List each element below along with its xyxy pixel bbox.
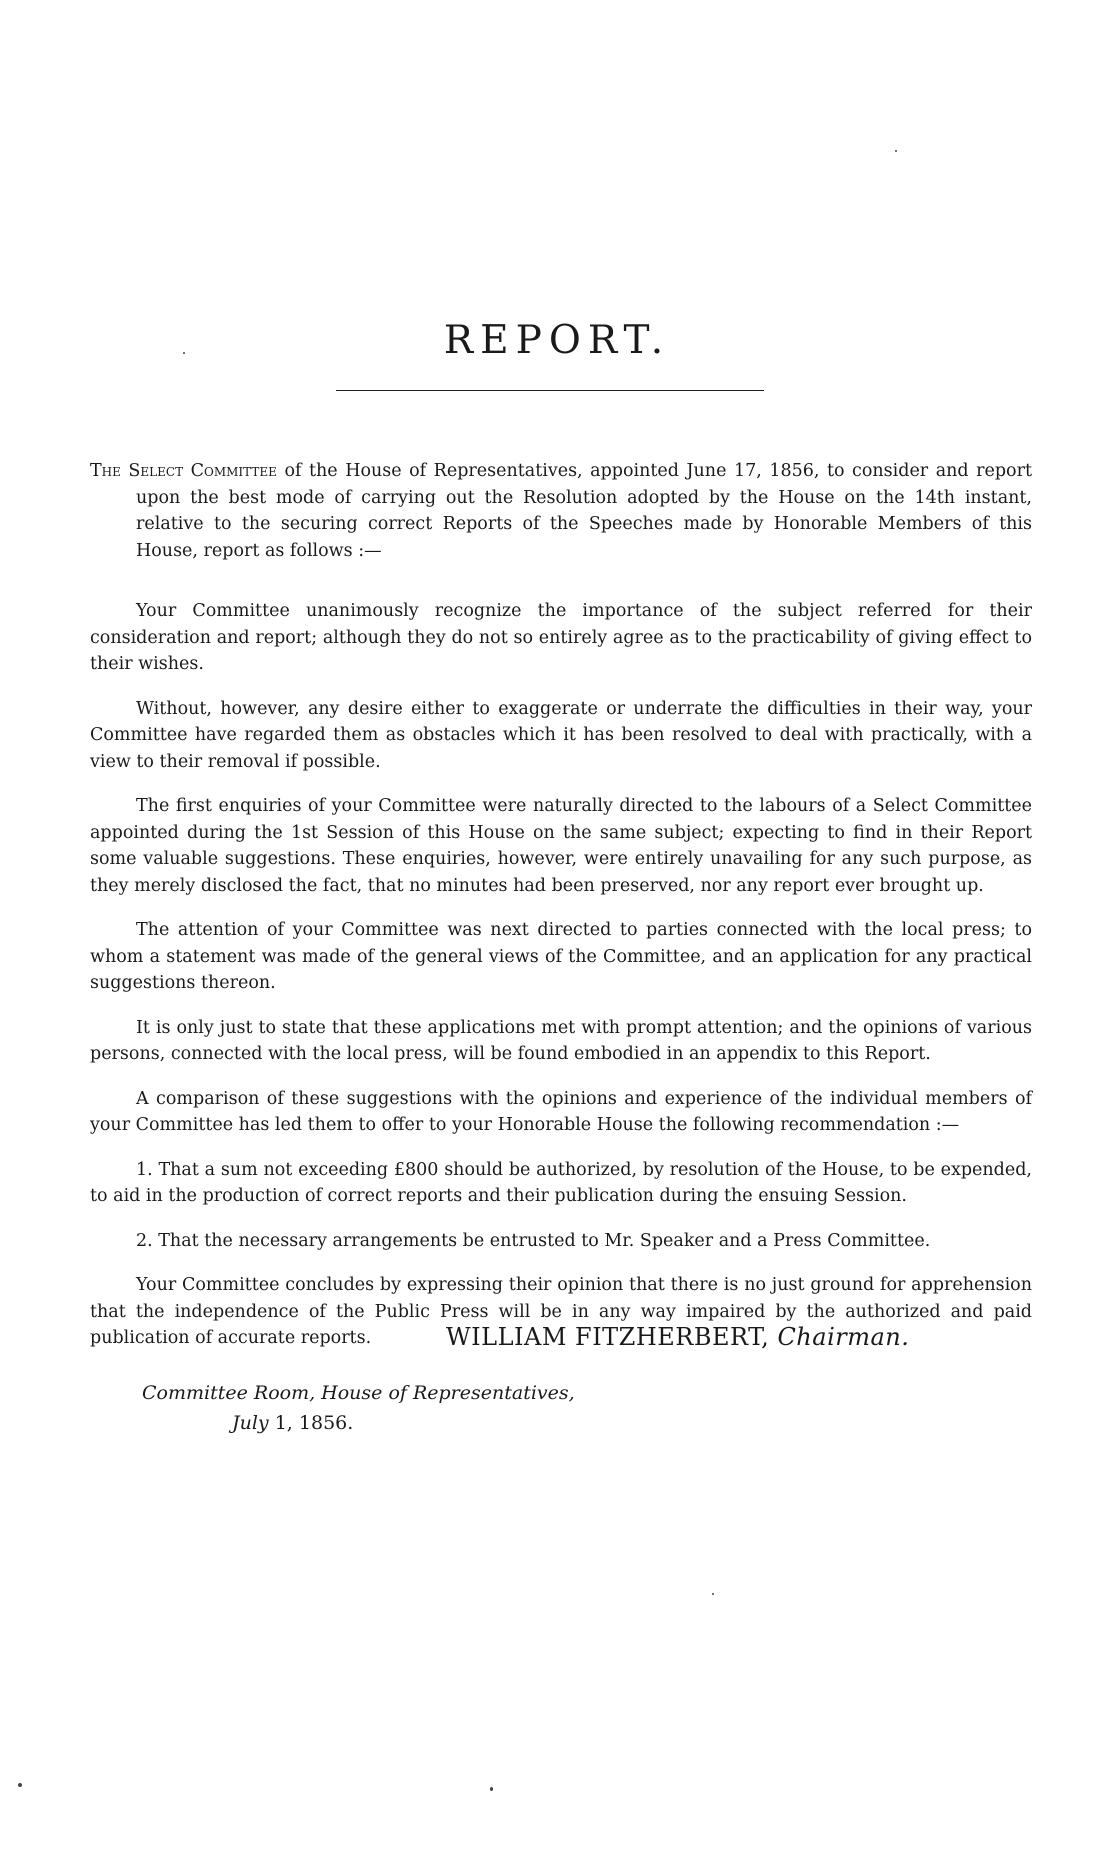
title-rule bbox=[336, 390, 764, 391]
date-month: July bbox=[232, 1412, 269, 1434]
signature-name: WILLIAM FITZHERBERT, bbox=[446, 1323, 770, 1351]
intro-lead: The Select Committee bbox=[90, 461, 277, 481]
signature-role: Chairman. bbox=[777, 1323, 910, 1351]
location-block bbox=[142, 1378, 575, 1438]
scan-speck bbox=[18, 1783, 22, 1787]
paragraph-comparison: A comparison of these suggestions with the opinions and experience of the individual members of your Committee has led them to offer to your Honorable House the following recommendation :— bbox=[90, 1088, 1032, 1135]
signature bbox=[446, 1323, 909, 1351]
recommendation-2: 2. That the necessary arrangements be entrusted to Mr. Speaker and a Press Committee. bbox=[136, 1230, 931, 1251]
intro-paragraph bbox=[90, 458, 1032, 564]
recommendation-1: 1. That a sum not exceeding £800 should be authorized, by resolution of the House, to be expended, to aid in the production of correct reports and their publication during the ensuing Session. bbox=[90, 1159, 1032, 1206]
paragraph-first-enquiries: The first enquiries of your Committee were naturally directed to the labours of a Select Committee appointed during the 1st Session of this House on the same subject; expecting to find in their Report some valuable suggestions. These enquiries, however, were entirely unavailing for any such purpose, as they merely disclosed the fact, that no minutes had been preserved, nor any report ever brought up. bbox=[90, 796, 1032, 896]
report-body bbox=[90, 458, 1032, 1370]
scan-speck bbox=[183, 352, 185, 354]
location-line: Committee Room, House of Representatives, bbox=[142, 1382, 575, 1404]
scan-speck bbox=[712, 1593, 714, 1595]
paragraph-applications: It is only just to state that these applications met with prompt attention; and the opinions of various persons, connected with the local press, will be found embodied in an appendix to this Report. bbox=[90, 1017, 1032, 1064]
date-year: 1, 1856. bbox=[274, 1412, 354, 1434]
scan-speck bbox=[895, 150, 897, 152]
paragraph-difficulties: Without, however, any desire either to exaggerate or underrate the difficulties in their way, your Committee have regarded them as obstacles which it has been resolved to deal with practically, with a view to their removal if possible. bbox=[90, 698, 1032, 772]
intro-text: of the House of Representatives, appointed June 17, 1856, to consider and report upon the best mode of carrying out the Resolution adopted by the House on the 14th instant, relative to the securing correct Reports of the Speeches made by Honorable Members of this House, report as follows :— bbox=[136, 461, 1032, 561]
scan-speck bbox=[490, 1787, 493, 1791]
paragraph-importance: Your Committee unanimously recognize the importance of the subject referred for their consideration and report; although they do not so entirely agree as to the practicability of giving effect to their wishes. bbox=[90, 601, 1032, 674]
paragraph-local-press: The attention of your Committee was next directed to parties connected with the local press; to whom a statement was made of the general views of the Committee, and an application for any practical suggestions thereon. bbox=[90, 920, 1032, 993]
location-date bbox=[142, 1408, 575, 1438]
paragraph-conclusion: Your Committee concludes by expressing their opinion that there is no just ground for apprehension that the independence of the Public Press will be in any way impaired by the authorized and paid publication of accurate reports. bbox=[90, 1275, 1032, 1348]
page-title: REPORT. bbox=[443, 318, 671, 363]
